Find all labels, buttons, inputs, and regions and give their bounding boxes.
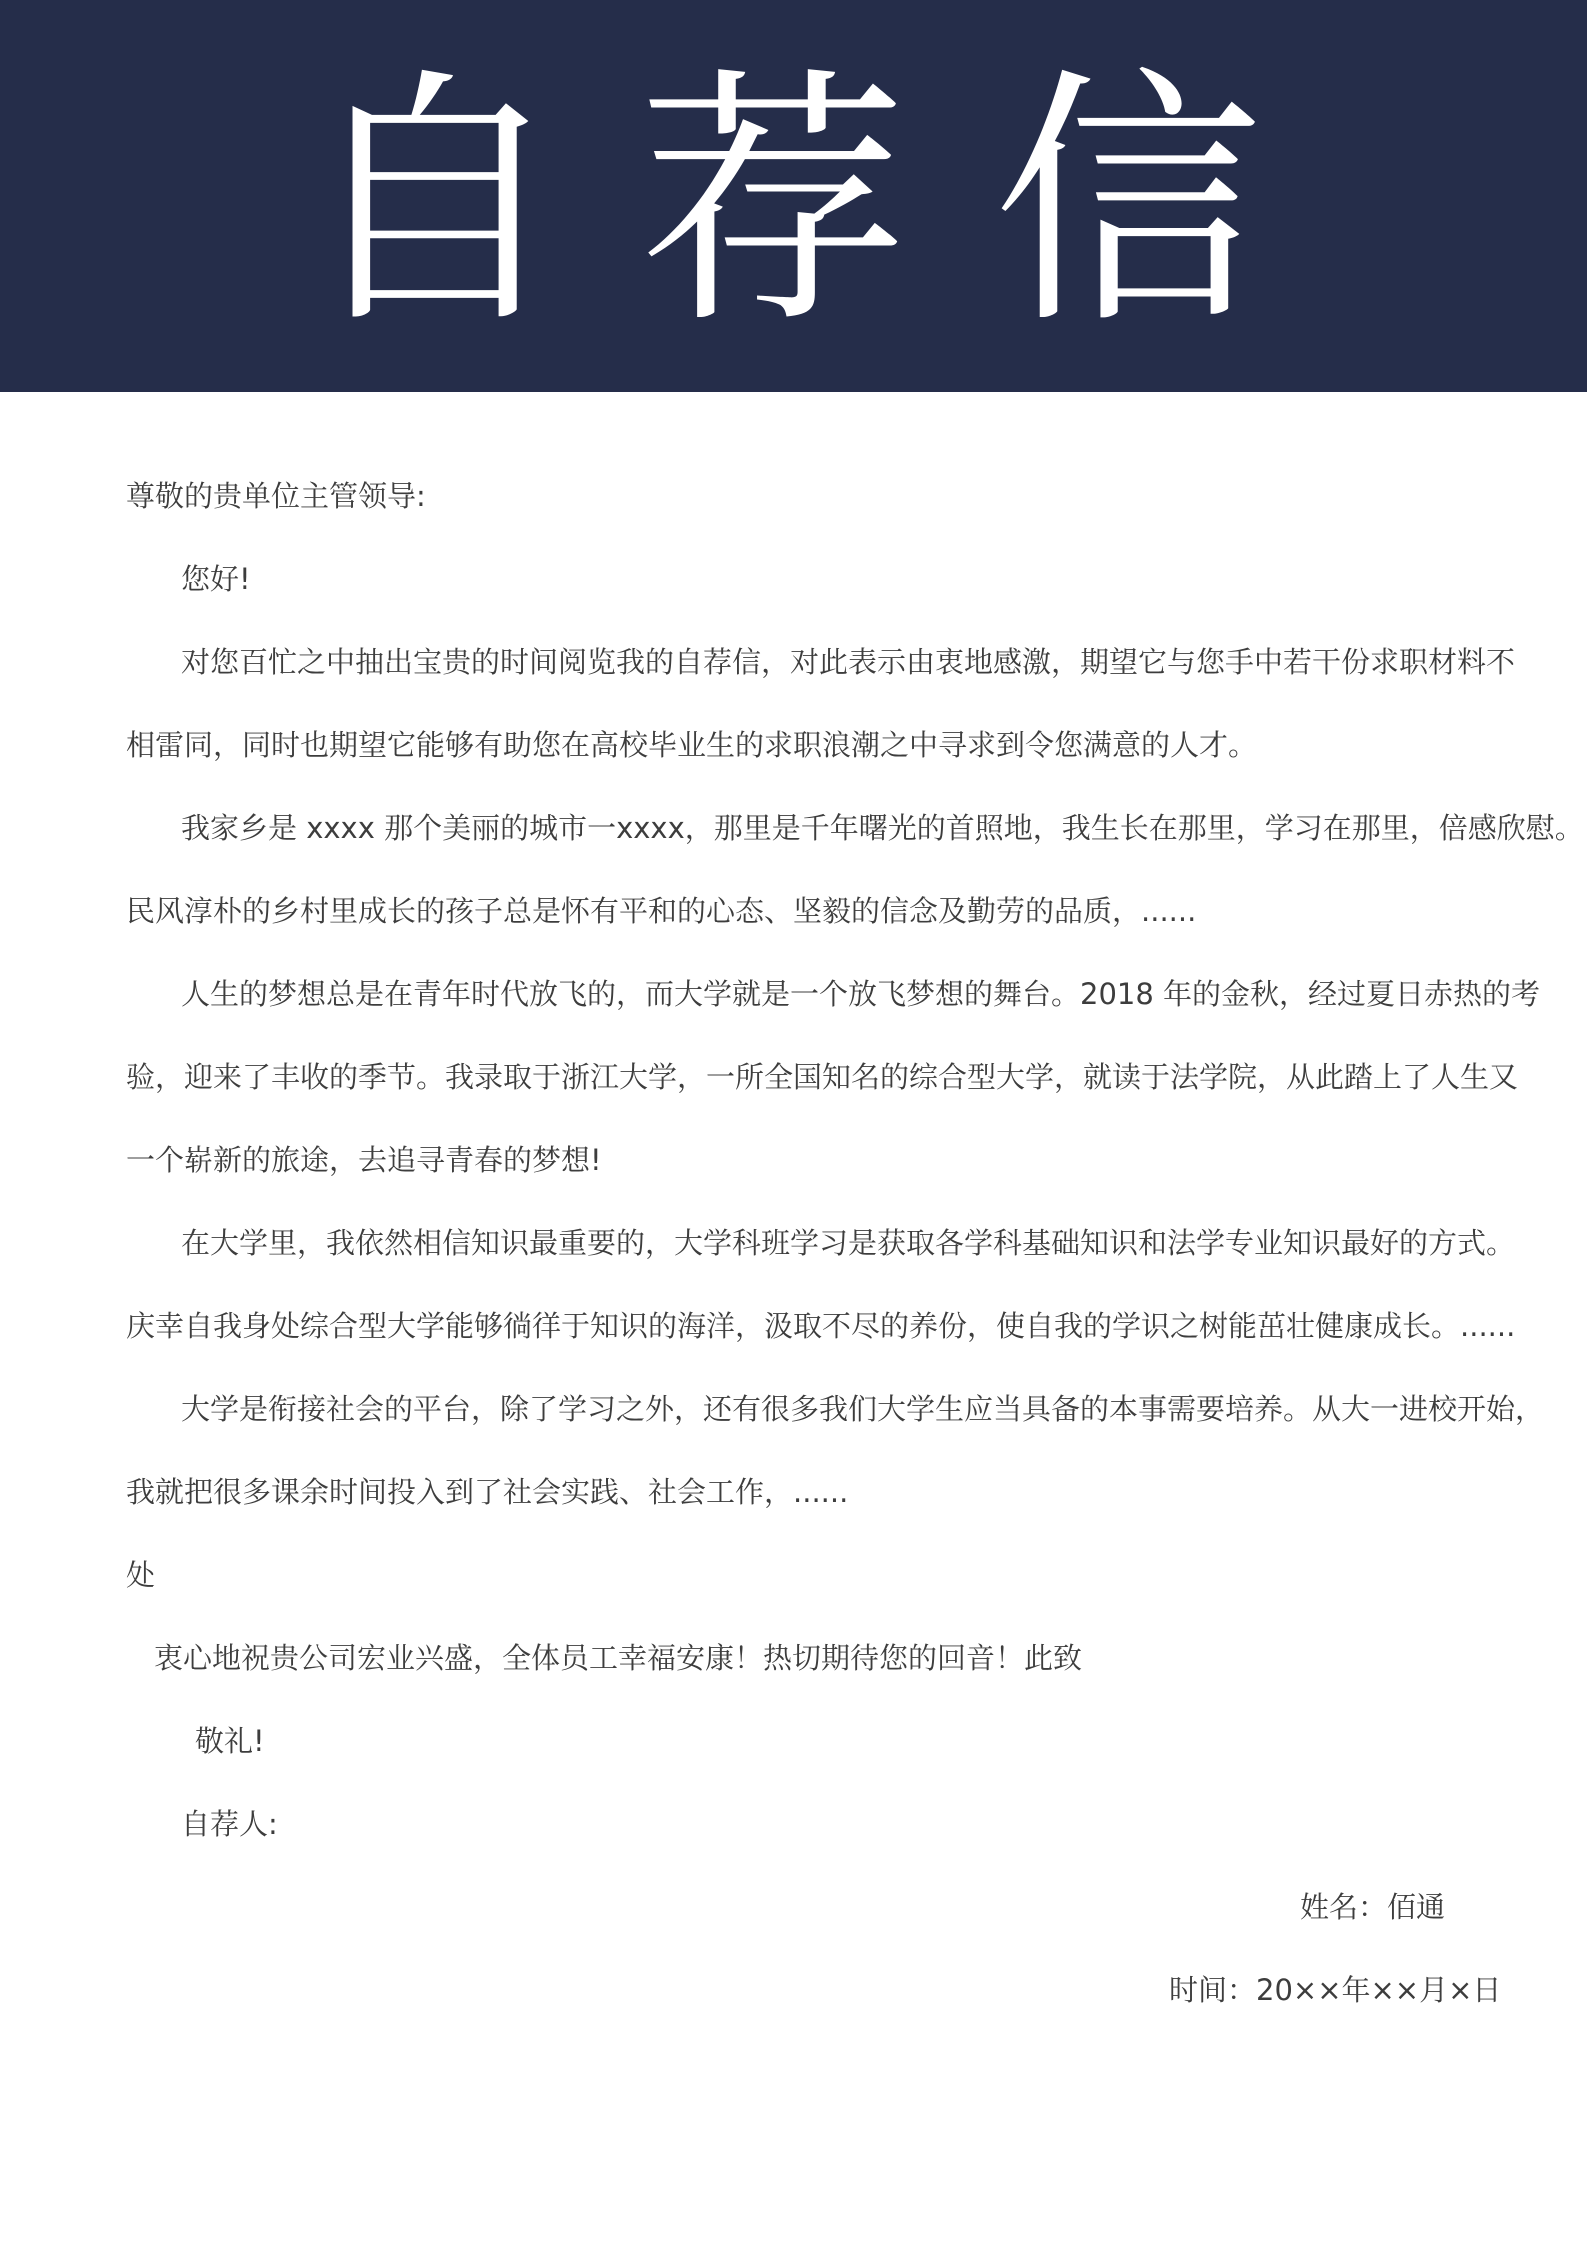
- greeting: 您好!: [181, 562, 251, 596]
- header-banner: [0, 0, 1587, 392]
- paragraph-5-line-1: 大学是衔接社会的平台，除了学习之外，还有很多我们大学生应当具备的本事需要培养。从大一进校开始，: [181, 1392, 1545, 1426]
- title-char-3: 信: [993, 45, 1263, 360]
- paragraph-3-line-1: 人生的梦想总是在青年时代放飞的，而大学就是一个放飞梦想的舞台。2018 年的金秋，经过夏日赤热的考: [181, 977, 1541, 1011]
- title-char-1: 自: [298, 45, 568, 360]
- paragraph-4-line-1: 在大学里，我依然相信知识最重要的，大学科班学习是获取各学科基础知识和法学专业知识最好的方式。: [181, 1226, 1516, 1260]
- signer-label: 自荐人:: [181, 1807, 278, 1841]
- paragraph-2-line-1: 我家乡是 xxxx 那个美丽的城市一xxxx，那里是千年曙光的首照地，我生长在那里，学习在那里，倍感欣慰。: [181, 811, 1584, 845]
- paragraph-1-line-2: 相雷同，同时也期望它能够有助您在高校毕业生的求职浪潮之中寻求到令您满意的人才。: [126, 728, 1258, 762]
- signer-name: 姓名：佰通: [1300, 1890, 1446, 1924]
- closing-wish: 衷心地祝贵公司宏业兴盛，全体员工幸福安康！热切期待您的回音！此致: [154, 1641, 1083, 1675]
- regards: 敬礼!: [195, 1724, 265, 1758]
- signature-date: 时间：20××年××月×日: [1169, 1973, 1502, 2007]
- paragraph-4-line-2: 庆幸自我身处综合型大学能够徜徉于知识的海洋，汲取不尽的养份，使自我的学识之树能茁壮健康成长。......: [126, 1309, 1516, 1343]
- stray-line: 处: [126, 1558, 156, 1592]
- paragraph-3-line-3: 一个崭新的旅途，去追寻青春的梦想!: [126, 1143, 602, 1177]
- paragraph-1-line-1: 对您百忙之中抽出宝贵的时间阅览我的自荐信，对此表示由衷地感激，期望它与您手中若干份求职材料不: [181, 645, 1516, 679]
- paragraph-5-line-2: 我就把很多课余时间投入到了社会实践、社会工作，......: [126, 1475, 849, 1509]
- paragraph-3-line-2: 验，迎来了丰收的季节。我录取于浙江大学，一所全国知名的综合型大学，就读于法学院，从此踏上了人生又: [126, 1060, 1519, 1094]
- salutation: 尊敬的贵单位主管领导:: [126, 479, 426, 513]
- title-char-2: 荐: [638, 45, 908, 360]
- paragraph-2-line-2: 民风淳朴的乡村里成长的孩子总是怀有平和的心态、坚毅的信念及勤劳的品质，......: [126, 894, 1197, 928]
